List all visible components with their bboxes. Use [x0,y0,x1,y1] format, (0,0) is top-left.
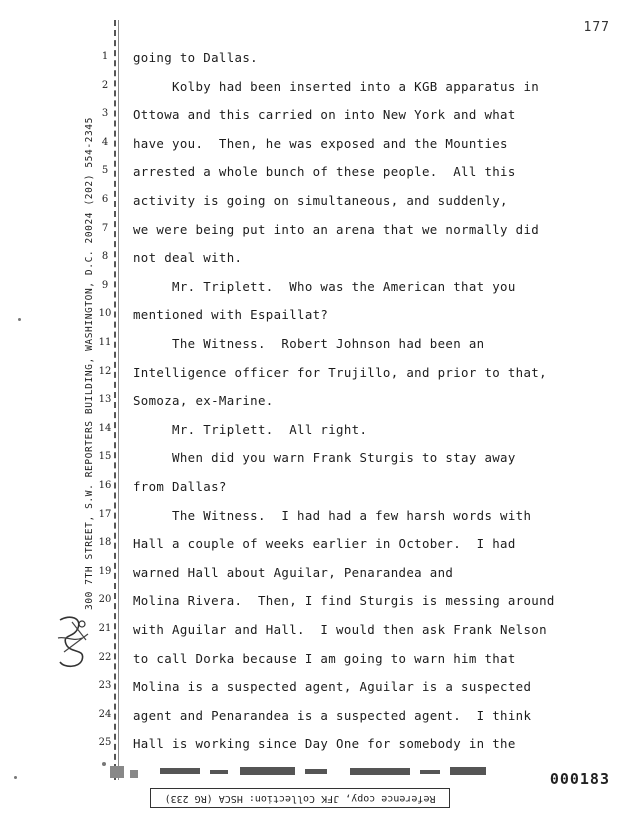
collection-stamp [150,788,450,808]
scan-speck [18,318,21,321]
line-number: 16 [98,480,112,491]
line-number: 19 [98,565,112,577]
collection-stamp-text: Reference copy, JFK Collection: HSCA (RG 233) [164,793,436,804]
line-number: 3 [101,108,109,120]
line-number: 5 [101,165,109,177]
transcript-line: activity is going on simultaneous, and suddenly, [133,193,508,208]
transcript-line: going to Dallas. [133,50,258,65]
line-number: 15 [98,451,112,463]
line-number: 23 [98,680,112,692]
line-number: 22 [98,651,112,663]
line-number: 6 [101,194,109,205]
scan-speck [14,776,17,779]
transcript-line: When did you warn Frank Sturgis to stay away [133,450,516,466]
transcript-line: Somoza, ex-Marine. [133,393,274,409]
transcript-line: Molina Rivera. Then, I find Sturgis is messing around [133,593,555,609]
transcript-line: mentioned with Espaillat? [133,307,329,323]
transcript-line: from Dallas? [133,479,227,494]
line-number: 2 [101,79,109,91]
reporter-address: 300 7TH STREET, S.W. REPORTERS BUILDING, WASHINGTON, D.C. 20024 (202) 554-2345 [84,117,95,610]
transcript-line: to call Dorka because I am going to warn him that [133,650,516,666]
transcript-line: Intelligence officer for Trujillo, and prior to that, [133,364,547,380]
transcript-line: Kolby had been inserted into a KGB apparatus in [133,78,540,94]
line-number: 20 [98,594,112,606]
line-number: 13 [98,394,112,406]
scan-speck [102,762,106,766]
line-number: 1 [101,51,109,62]
transcript-line: with Aguilar and Hall. I would then ask Frank Nelson [133,622,547,637]
line-number: 18 [98,537,112,549]
line-number: 11 [98,337,112,348]
line-number: 17 [98,508,112,520]
line-number: 12 [98,365,112,377]
transcript-line: have you. Then, he was exposed and the Mounties [133,135,508,151]
transcript-line: The Witness. Robert Johnson had been an [133,336,485,351]
transcript-line: Hall is working since Day One for somebody in the [133,736,516,752]
transcript-line: arrested a whole bunch of these people. All this [133,164,516,180]
handwritten-mark [52,612,96,672]
illegible-stamp [100,764,600,782]
transcript-line: not deal with. [133,250,243,266]
line-number: 9 [101,279,109,291]
line-number: 10 [98,308,112,320]
line-number: 14 [98,422,112,434]
line-number: 7 [101,222,109,234]
transcript-line: Ottowa and this carried on into New York and what [133,107,516,123]
line-number: 21 [98,623,112,634]
document-id: 000183 [549,770,610,788]
transcript-line: Hall a couple of weeks earlier in October. I had [133,536,516,552]
page-number: 177 [583,20,610,35]
line-number: 24 [98,708,112,720]
line-number: 8 [101,251,109,263]
transcript-line: Mr. Triplett. Who was the American that you [133,278,516,294]
margin-rule [114,20,116,780]
transcript-line: agent and Penarandea is a suspected agent. I think [133,707,532,723]
line-number: 4 [101,136,109,148]
transcript-line: warned Hall about Aguilar, Penarandea and [133,564,454,580]
transcript-line: we were being put into an arena that we normally did [133,221,540,237]
transcript-line: The Witness. I had had a few harsh words with [133,507,532,523]
transcript-line: Mr. Triplett. All right. [133,421,368,437]
margin-rule-inner [118,20,119,780]
line-number: 25 [98,737,112,749]
transcript-line: Molina is a suspected agent, Aguilar is a suspected [133,679,532,695]
